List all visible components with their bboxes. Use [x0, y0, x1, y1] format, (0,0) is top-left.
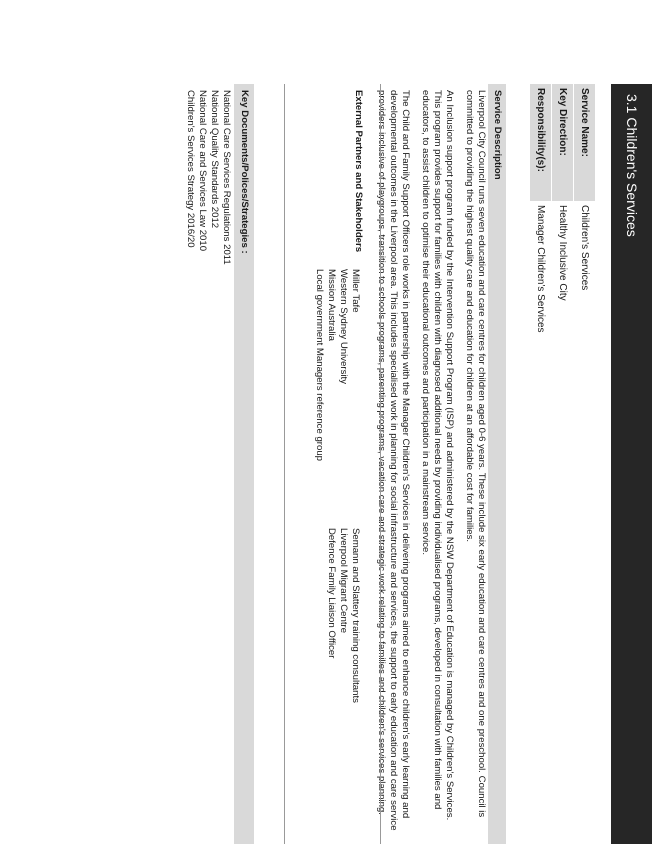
- partner-item: Defence Family Liaison Officer: [326, 528, 337, 659]
- key-documents-heading: Key Documents/Polices/Strategies :: [234, 84, 254, 844]
- page-title-bar: [611, 84, 652, 844]
- key-documents-list: [184, 84, 232, 850]
- partner-item: Semann and Slattery training consultants: [350, 528, 361, 703]
- service-description-heading: Service Description: [488, 84, 506, 844]
- key-document-item: National Care Services Regulations 2011: [221, 90, 232, 265]
- key-document-item: Children's Services Strategy 2016/20: [185, 90, 196, 248]
- external-partners-heading: External Partners and Stakeholders: [353, 90, 364, 253]
- info-row: [530, 84, 552, 427]
- partner-item: Western Sydney University: [338, 269, 349, 384]
- info-value: Children's Services: [574, 201, 596, 428]
- partner-item: Local government Managers reference group: [314, 269, 325, 461]
- info-value: Healthy Inclusive City: [552, 201, 574, 428]
- partners-column-2: [325, 528, 361, 703]
- description-paragraph: The Child and Family Support Officers role works in partnership with the Manager Children's Services in delivering programs aimed to enhance children's early learning and developmental outcomes in the Liverpool area. This includes specialised work in planning for social infrastructure and services, the support to early education and care service providers inclusive of playgroups, transition to schools programs, parenting programs, vacation care and strategic work relating to families and children's services planning.: [376, 90, 411, 831]
- service-info-table: [529, 84, 595, 427]
- partner-item: Miller Tafe: [350, 269, 361, 313]
- service-description-body: [367, 84, 487, 844]
- partners-column-1: [313, 269, 361, 461]
- description-paragraph: Liverpool City Council runs seven education and care centres for children aged 0-6 years. These include six early education and care centres and one preschool. Council is committed to providing the highest quality care and education for children at an affordable cost for families.: [464, 90, 487, 818]
- partner-item: Mission Australia: [326, 269, 337, 341]
- description-paragraph: An Inclusion support program funded by the Intervention Support Program (ISP) and administered by the NSW Department of Education is managed by Children's Services. This program provides support for families with children with diagnosed additional needs by providing individualised programs, developed in consultation with families and educators, to assist children to optimise their educational outcomes and participation in a mainstream service.: [420, 90, 455, 821]
- key-document-item: National Care and Services Law 2010: [197, 90, 208, 252]
- external-partners-section: [284, 84, 381, 844]
- info-value: Manager Children's Services: [530, 201, 552, 428]
- info-label: Responsibility(s):: [530, 84, 552, 201]
- partner-item: Liverpool Migrant Centre: [338, 528, 349, 634]
- info-row: [552, 84, 574, 427]
- info-label: Key Direction:: [552, 84, 574, 201]
- info-row: [574, 84, 596, 427]
- key-document-item: National Quality Standards 2012: [209, 90, 220, 229]
- page-title: 3.1 Children's Services: [624, 94, 640, 237]
- info-label: Service Name:: [574, 84, 596, 201]
